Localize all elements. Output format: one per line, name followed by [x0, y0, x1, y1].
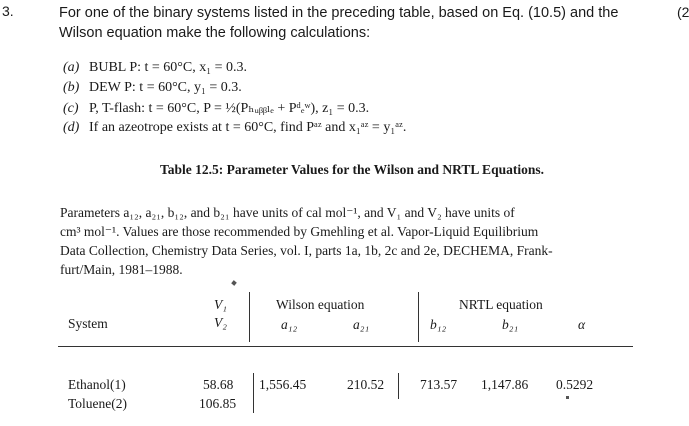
item-label: (d) [63, 120, 80, 135]
cell-a12: 1,556.45 [259, 377, 307, 392]
question-prompt-line-2: Wilson equation make the following calculations: [59, 25, 371, 41]
header-system: System [68, 316, 108, 331]
cell-alpha: 0.5292 [556, 377, 594, 392]
question-number: 3. [2, 3, 14, 19]
table-description-line-2: cm³ mol⁻¹. Values are those recommended by Gmehling et al. Vapor-Liquid Equilibrium [60, 224, 539, 239]
table-column-divider [249, 292, 250, 342]
cell-v2: 106.85 [199, 396, 237, 411]
item-label: (a) [63, 60, 80, 75]
header-nrtl: NRTL equation [459, 297, 543, 312]
table-column-divider [398, 373, 399, 399]
table-header-rule [58, 346, 633, 347]
header-a21: a₂₁ [353, 317, 370, 332]
question-item-a [63, 60, 247, 76]
question-prompt-line-1: For one of the binary systems listed in the preceding table, based on Eq. (10.5) and the [59, 5, 619, 21]
cell-b21: 1,147.86 [481, 377, 529, 392]
item-text: P, T-flash: t = 60°C, P = ½(Pₕᵤᵦᵦₗₑ + Pᵈₑʷ), z₁ = 0.3. [89, 101, 370, 116]
pen-mark [231, 280, 237, 286]
header-v2: V₂ [214, 315, 227, 330]
item-text: DEW P: t = 60°C, y₁ = 0.3. [89, 80, 242, 95]
header-v1: V₁ [214, 297, 227, 312]
item-text: BUBL P: t = 60°C, x₁ = 0.3. [89, 60, 247, 75]
pen-mark [566, 396, 569, 399]
item-label: (c) [63, 101, 79, 116]
cell-system-2: Toluene(2) [68, 396, 128, 411]
table-column-divider [418, 292, 419, 342]
header-a12: a₁₂ [281, 317, 298, 332]
cell-v1: 58.68 [203, 377, 234, 392]
header-alpha: α [578, 317, 586, 332]
cell-system-1: Ethanol(1) [68, 377, 126, 392]
table-title: Table 12.5: Parameter Values for the Wilson and NRTL Equations. [160, 162, 544, 177]
table-description-line-3: Data Collection, Chemistry Data Series, vol. I, parts 1a, 1b, 2c and 2e, DECHEMA, Frank- [60, 243, 553, 258]
question-item-b [63, 80, 242, 96]
item-text: If an azeotrope exists at t = 60°C, find Pᵃᶻ and x₁ᵃᶻ = y₁ᵃᶻ. [89, 120, 407, 135]
question-item-c [63, 100, 369, 117]
header-b21: b₂₁ [502, 317, 519, 332]
cell-b12: 713.57 [420, 377, 458, 392]
table-description-line-1: Parameters a₁₂, a₂₁, b₁₂, and b₂₁ have units of cal mol⁻¹, and V₁ and V₂ have units of [60, 205, 515, 220]
table-column-divider [253, 373, 254, 413]
question-item-d [63, 120, 406, 136]
margin-fragment: (2 [677, 4, 689, 20]
header-b12: b₁₂ [430, 317, 447, 332]
item-label: (b) [63, 80, 80, 95]
header-wilson: Wilson equation [276, 297, 365, 312]
cell-a21: 210.52 [347, 377, 385, 392]
table-description-line-4: furt/Main, 1981–1988. [60, 262, 183, 277]
